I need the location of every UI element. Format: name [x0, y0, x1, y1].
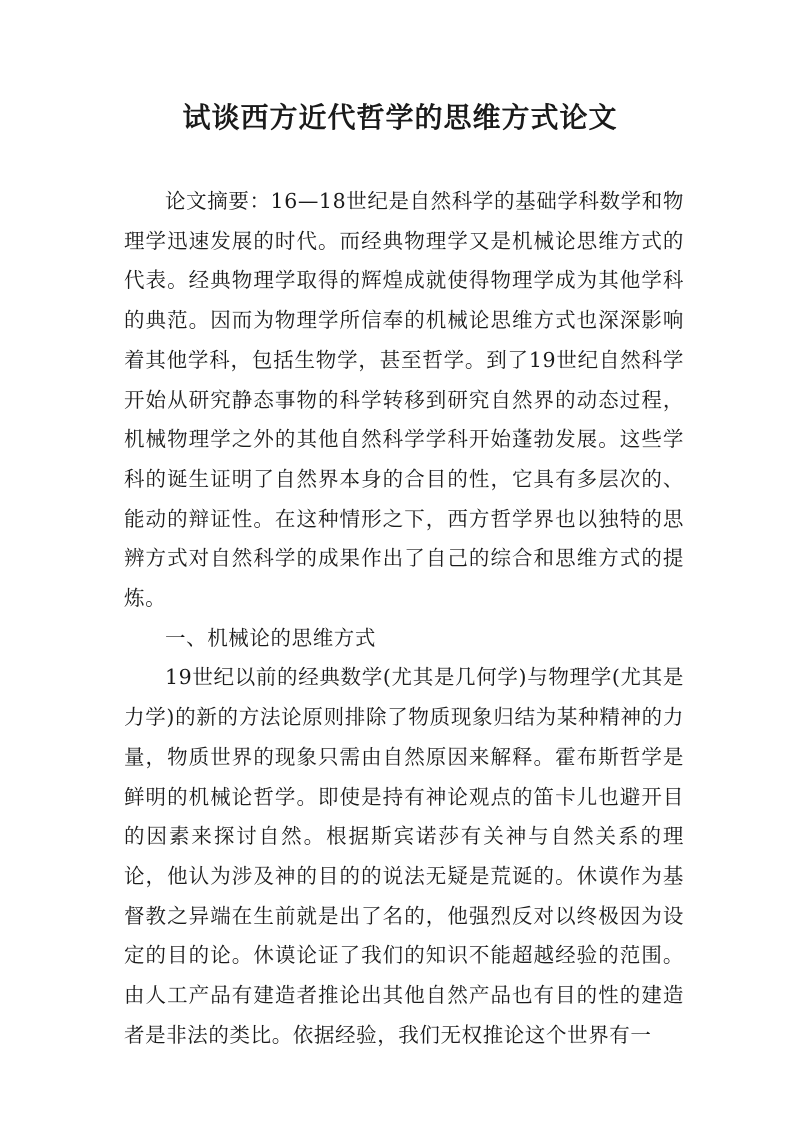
document-title: 试谈西方近代哲学的思维方式论文 [182, 101, 618, 134]
body-paragraph: 19世纪以前的经典数学(尤其是几何学)与物理学(尤其是力学)的新的方法论原则排除了物质现象归结为某种精神的力量，物质世界的现象只需由自然原因来解释。霍布斯哲学是鲜明的机械论哲学。即使是持有神论观点的笛卡儿也避开目的因素来探讨自然。根据斯宾诺莎有关神与自然关系的理论，他认为涉及神的目的的说法无疑是荒诞的。休谟作为基督教之异端在生前就是出了名的，他强烈反对以终极因为设定的目的论。休谟论证了我们的知识不能超越经验的范围。由人工产品有建造者推论出其他自然产品也有目的性的建造者是非法的类比。依据经验，我们无权推论这个世界有一 [124, 665, 684, 1047]
section-heading: 一、机械论的思维方式 [165, 625, 376, 650]
abstract-paragraph: 论文摘要：16—18世纪是自然科学的基础学科数学和物理学迅速发展的时代。而经典物理学又是机械论思维方式的代表。经典物理学取得的辉煌成就使得物理学成为其他学科的典范。因而为物理学所信奉的机械论思维方式也深深影响着其他学科，包括生物学，甚至哲学。到了19世纪自然科学开始从研究静态事物的科学转移到研究自然界的动态过程，机械物理学之外的其他自然科学学科开始蓬勃发展。这些学科的诞生证明了自然界本身的合目的性，它具有多层次的、能动的辩证性。在这种情形之下，西方哲学界也以独特的思辨方式对自然科学的成果作出了自己的综合和思维方式的提炼。 [124, 189, 684, 611]
document-body [124, 182, 684, 1055]
